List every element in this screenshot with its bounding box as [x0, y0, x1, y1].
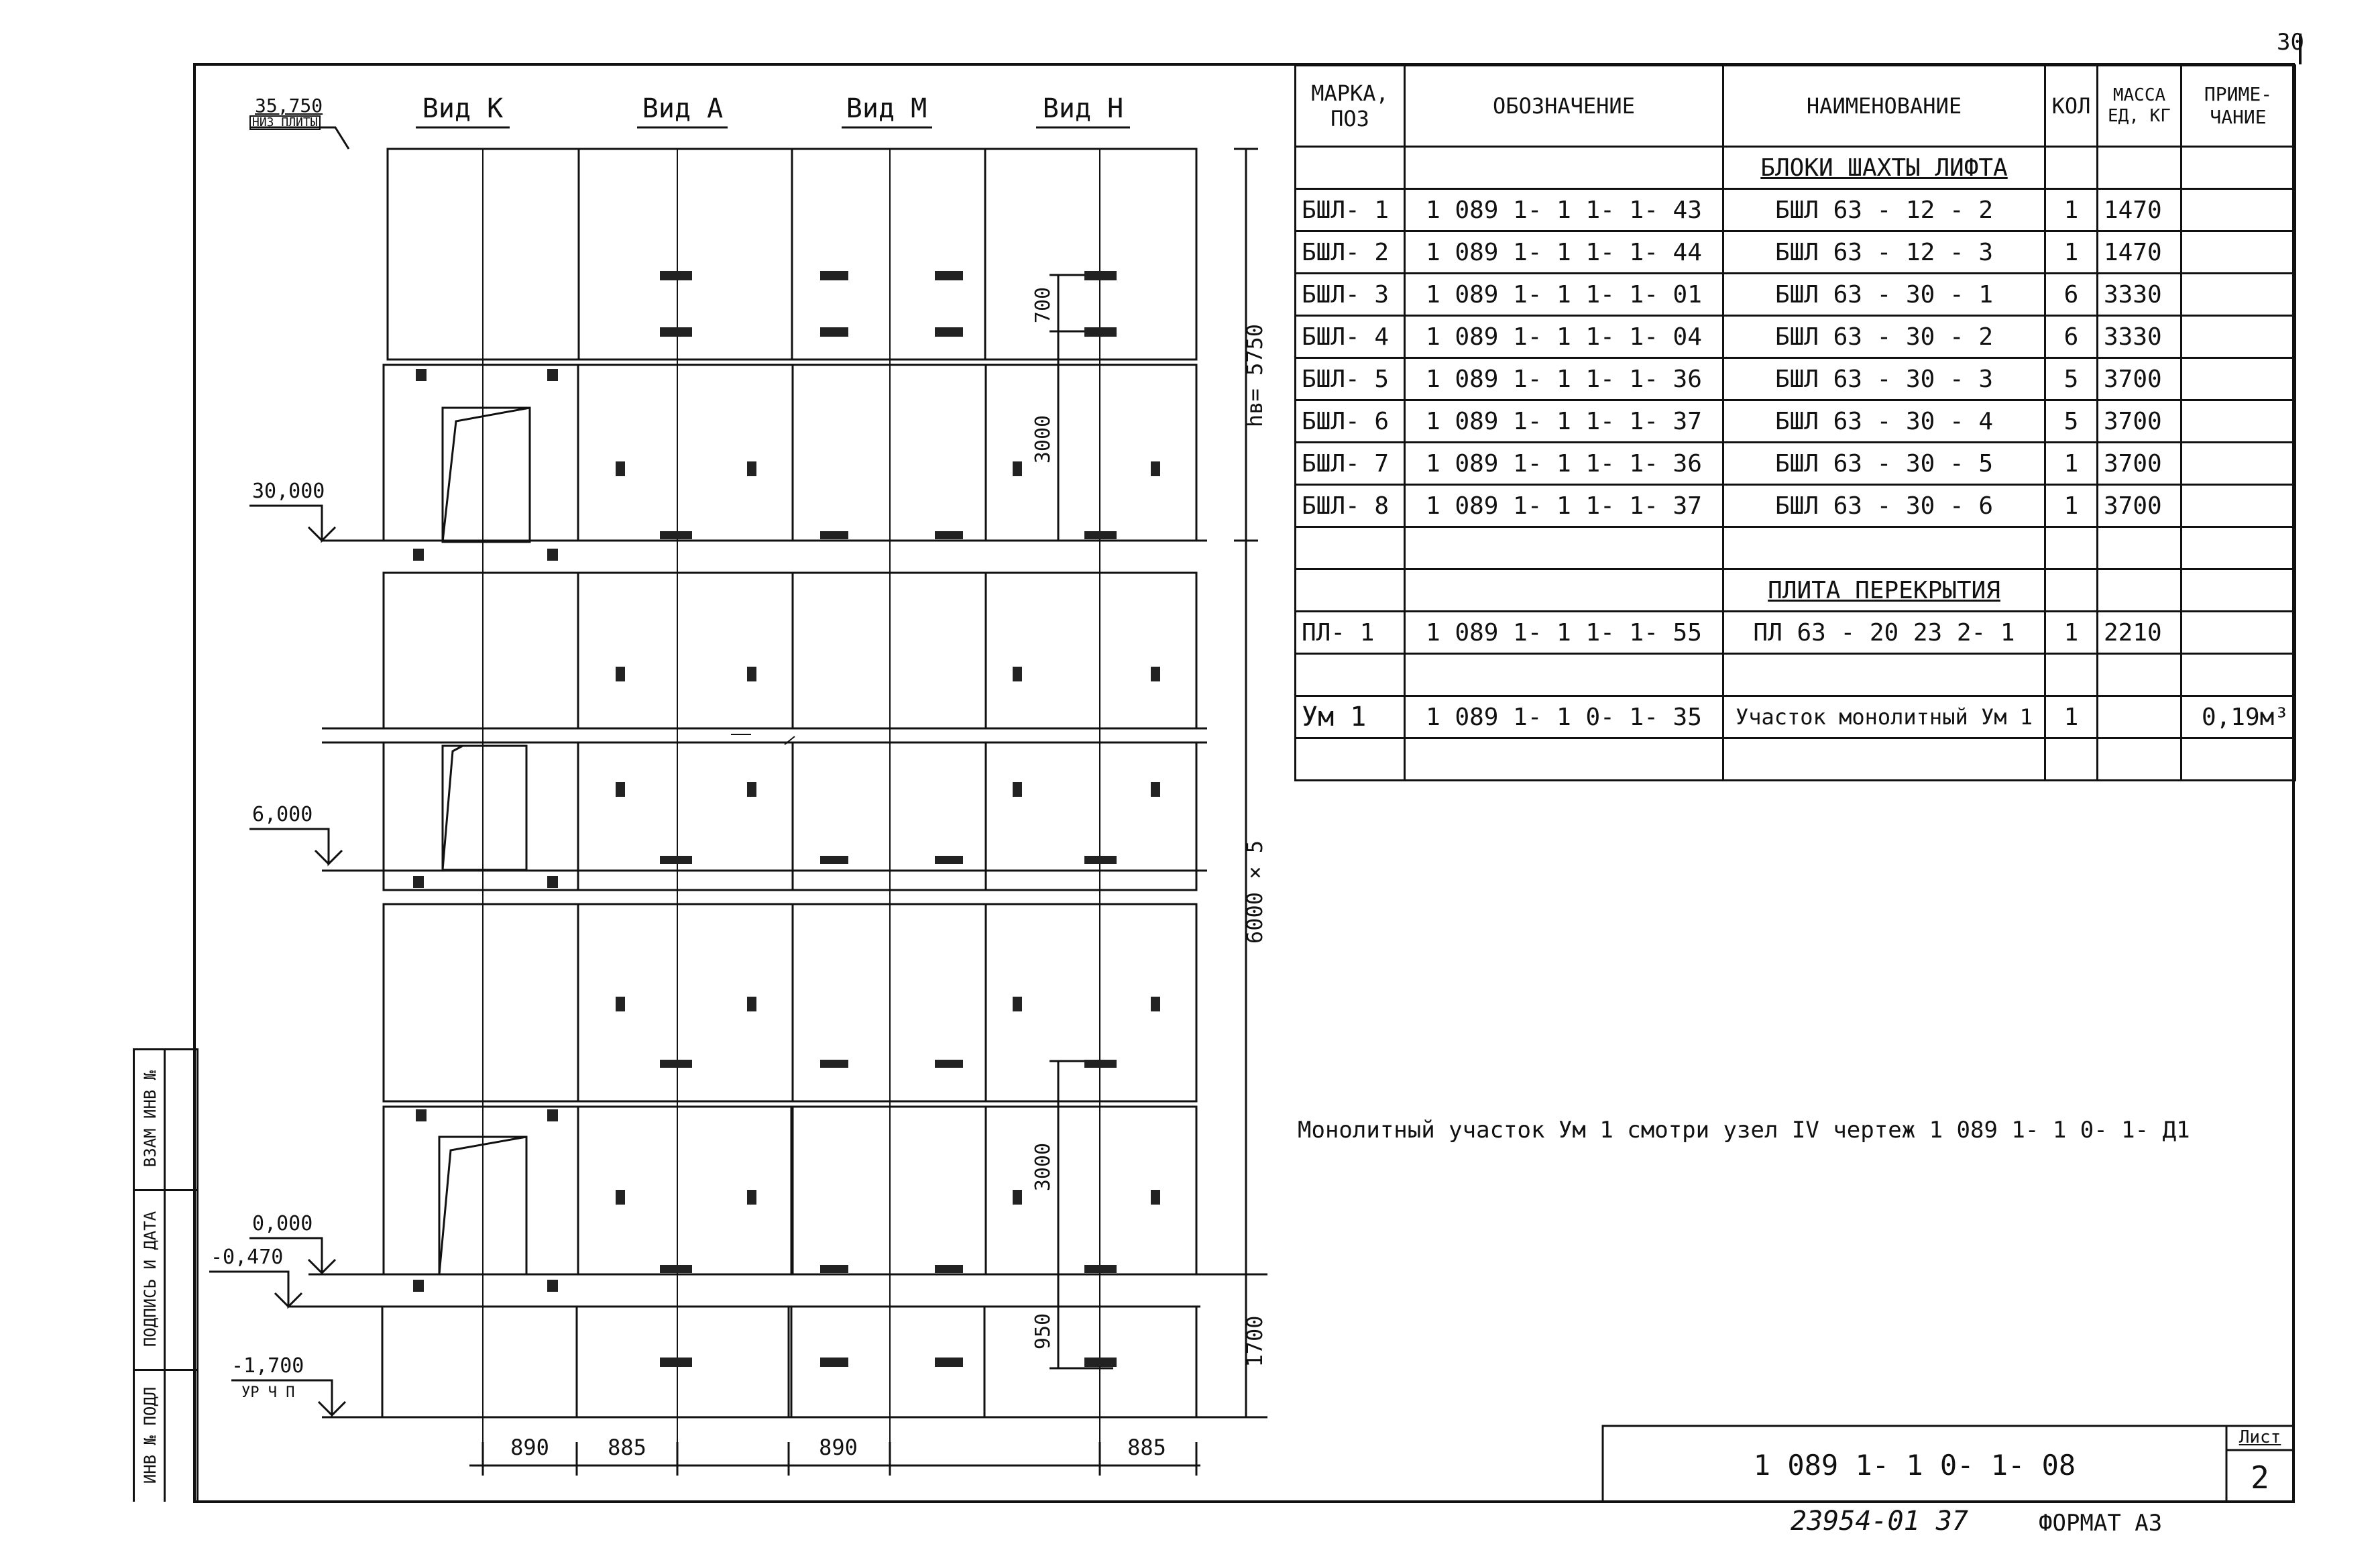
- cell-qty: 5: [2045, 358, 2098, 400]
- elev-mark-6000: [249, 829, 342, 864]
- cell-code: 1 089 1- 1 1- 1- 36: [1405, 358, 1723, 400]
- sheet-corner-number: 30: [2277, 29, 2304, 56]
- side-label-signature-date: ПОДПИСЬ И ДАТА: [141, 1211, 160, 1347]
- cell-qty: 6: [2045, 316, 2098, 358]
- cell-code: 1 089 1- 1 1- 1- 43: [1405, 189, 1723, 231]
- view-label-n: Вид Н: [1042, 93, 1124, 124]
- cell-name: БШЛ 63 - 12 - 3: [1723, 231, 2045, 274]
- cell-name: БШЛ 63 - 12 - 2: [1723, 189, 2045, 231]
- cell-note: [2181, 612, 2296, 654]
- panel-a-2: [578, 365, 793, 541]
- footer-format: ФОРМАТ А3: [2039, 1510, 2163, 1537]
- cell-qty: 1: [2045, 231, 2098, 274]
- elev-6000: 6,000: [252, 803, 313, 826]
- dim-floors: 6000 × 5: [1242, 840, 1267, 944]
- header-code: ОБОЗНАЧЕНИЕ: [1405, 66, 1723, 147]
- cell-mass: 2210: [2098, 612, 2181, 654]
- dim-950: 950: [1031, 1313, 1055, 1350]
- elev-30000: 30,000: [252, 480, 325, 503]
- cell-code: 1 089 1- 1 1- 1- 36: [1405, 443, 1723, 485]
- elev-mark-m0470: [209, 1272, 302, 1307]
- cell-mark: БШЛ- 6: [1296, 400, 1405, 443]
- header-name: НАИМЕНОВАНИЕ: [1723, 66, 2045, 147]
- panel-k-4: [384, 742, 578, 890]
- cell-mark: БШЛ- 1: [1296, 189, 1405, 231]
- elev-m1700: -1,700: [231, 1354, 304, 1378]
- panel-n-2: [986, 365, 1196, 541]
- table-row: [1296, 612, 2296, 654]
- cell-mass: 3700: [2098, 443, 2181, 485]
- panel-k-3: [384, 573, 578, 728]
- cell-note: [2181, 400, 2296, 443]
- dim-base: 1700: [1242, 1315, 1267, 1368]
- table-row: [1296, 400, 2296, 443]
- cell-note: [2181, 443, 2296, 485]
- cell-name: Участок монолитный Ум 1: [1723, 696, 2045, 738]
- cell-mass: 3700: [2098, 358, 2181, 400]
- cell-mass: 3700: [2098, 485, 2181, 527]
- elev-m1700-caption: УР Ч П: [241, 1384, 295, 1401]
- section-row-slab: [1296, 569, 2296, 612]
- cell-mark: БШЛ- 5: [1296, 358, 1405, 400]
- table-row-empty: [1296, 738, 2296, 781]
- table-row: [1296, 274, 2296, 316]
- cell-code: 1 089 1- 1 1- 1- 04: [1405, 316, 1723, 358]
- cell-qty: 1: [2045, 696, 2098, 738]
- cell-qty: 1: [2045, 189, 2098, 231]
- panel-n-4: [986, 742, 1196, 890]
- cell-note: [2181, 316, 2296, 358]
- side-label-inv-podl: ИНВ № ПОДЛ: [141, 1386, 160, 1484]
- dim-bottom-885-1: 885: [608, 1435, 646, 1460]
- title-block-sheet-label: Лист: [2239, 1427, 2281, 1447]
- spec-table: [1294, 64, 2296, 781]
- cell-note: [2181, 231, 2296, 274]
- table-row: [1296, 696, 2296, 738]
- title-block-sheet-number: 2: [2251, 1459, 2269, 1496]
- cell-mark: БШЛ- 7: [1296, 443, 1405, 485]
- door-opening-2: [443, 746, 526, 870]
- panel-a-5: [578, 904, 793, 1101]
- dim-bottom-890-1: 890: [510, 1435, 549, 1460]
- cell-name: БШЛ 63 - 30 - 4: [1723, 400, 2045, 443]
- monolith-note: Монолитный участок Ум 1 смотри узел IV чертеж 1 089 1- 1 0- 1- Д1: [1298, 1117, 2190, 1144]
- elev-35750-caption: НИЗ ПЛИТЫ: [249, 115, 321, 130]
- cell-name: БШЛ 63 - 30 - 5: [1723, 443, 2045, 485]
- cell-code: 1 089 1- 1 1- 1- 01: [1405, 274, 1723, 316]
- cell-qty: 1: [2045, 443, 2098, 485]
- header-qty: КОЛ: [2045, 66, 2098, 147]
- table-header-row: [1296, 66, 2296, 147]
- cell-mark: БШЛ- 4: [1296, 316, 1405, 358]
- table-row-empty: [1296, 527, 2296, 569]
- table-row: [1296, 189, 2296, 231]
- elev-mark-30000: [249, 506, 335, 541]
- cell-name: БШЛ 63 - 30 - 2: [1723, 316, 2045, 358]
- table-row: [1296, 485, 2296, 527]
- elev-0000: 0,000: [252, 1212, 313, 1235]
- panel-a-4: [578, 742, 793, 890]
- header-note: ПРИМЕ- ЧАНИЕ: [2181, 66, 2296, 147]
- dim-hb: hв= 5750: [1242, 323, 1267, 428]
- panel-a-6: [578, 1107, 793, 1274]
- cell-note: [2181, 485, 2296, 527]
- section-row-blocks: [1296, 147, 2296, 189]
- cell-mark: БШЛ- 3: [1296, 274, 1405, 316]
- panel-k-2: [384, 365, 578, 541]
- cell-mark: Ум 1: [1296, 696, 1405, 738]
- elev-35750: 35,750: [255, 95, 323, 117]
- cell-mass: [2098, 696, 2181, 738]
- section-blocks-title: БЛОКИ ШАХТЫ ЛИФТА: [1723, 147, 2045, 189]
- cell-note: [2181, 189, 2296, 231]
- side-stamp-strip: [133, 1048, 199, 1502]
- dim-bottom-885-2: 885: [1127, 1435, 1166, 1460]
- title-block-code: 1 089 1- 1 0- 1- 08: [1753, 1449, 2076, 1482]
- cell-mark: БШЛ- 2: [1296, 231, 1405, 274]
- cell-code: 1 089 1- 1 0- 1- 35: [1405, 696, 1723, 738]
- header-mark: МАРКА, ПОЗ: [1296, 66, 1405, 147]
- dim-700: 700: [1031, 286, 1055, 324]
- cell-qty: 6: [2045, 274, 2098, 316]
- section-slab-title: ПЛИТА ПЕРЕКРЫТИЯ: [1723, 569, 2045, 612]
- footer-stamp: 23954-01 37: [1791, 1506, 1968, 1537]
- view-label-a: Вид А: [642, 93, 724, 124]
- cell-name: ПЛ 63 - 20 23 2- 1: [1723, 612, 2045, 654]
- cell-note: 0,19м³: [2181, 696, 2296, 738]
- cell-code: 1 089 1- 1 1- 1- 37: [1405, 400, 1723, 443]
- cell-name: БШЛ 63 - 30 - 1: [1723, 274, 2045, 316]
- view-label-k: Вид К: [422, 93, 504, 124]
- cell-code: 1 089 1- 1 1- 1- 55: [1405, 612, 1723, 654]
- cell-mark: ПЛ- 1: [1296, 612, 1405, 654]
- panel-m-6: [791, 1107, 986, 1274]
- cell-name: БШЛ 63 - 30 - 3: [1723, 358, 2045, 400]
- cell-mass: 3330: [2098, 316, 2181, 358]
- cell-code: 1 089 1- 1 1- 1- 37: [1405, 485, 1723, 527]
- panel-k-5: [384, 904, 578, 1101]
- elev-m0470: -0,470: [211, 1245, 284, 1269]
- dim-3000-upper: 3000: [1031, 414, 1055, 464]
- view-label-m: Вид М: [846, 93, 927, 124]
- cell-name: БШЛ 63 - 30 - 6: [1723, 485, 2045, 527]
- panel-k-6: [384, 1107, 578, 1274]
- header-mass: МАССА ЕД, КГ: [2098, 66, 2181, 147]
- cell-mass: 3700: [2098, 400, 2181, 443]
- table-row: [1296, 231, 2296, 274]
- cell-mass: 3330: [2098, 274, 2181, 316]
- panel-k-7: [382, 1307, 577, 1417]
- cell-note: [2181, 274, 2296, 316]
- table-row: [1296, 358, 2296, 400]
- table-row-empty: [1296, 654, 2296, 696]
- side-label-vzam-inv: ВЗАМ ИНВ №: [141, 1070, 160, 1168]
- cell-qty: 1: [2045, 485, 2098, 527]
- dim-3000-lower: 3000: [1031, 1142, 1055, 1192]
- cell-mass: 1470: [2098, 189, 2181, 231]
- table-row: [1296, 443, 2296, 485]
- elev-mark-35750: [249, 127, 349, 149]
- panel-n-3: [986, 573, 1196, 728]
- cell-code: 1 089 1- 1 1- 1- 44: [1405, 231, 1723, 274]
- table-row: [1296, 316, 2296, 358]
- cell-note: [2181, 358, 2296, 400]
- cell-mark: БШЛ- 8: [1296, 485, 1405, 527]
- cell-qty: 1: [2045, 612, 2098, 654]
- panel-a-3: [578, 573, 793, 728]
- cell-mass: 1470: [2098, 231, 2181, 274]
- cell-qty: 5: [2045, 400, 2098, 443]
- dim-bottom-890-2: 890: [819, 1435, 858, 1460]
